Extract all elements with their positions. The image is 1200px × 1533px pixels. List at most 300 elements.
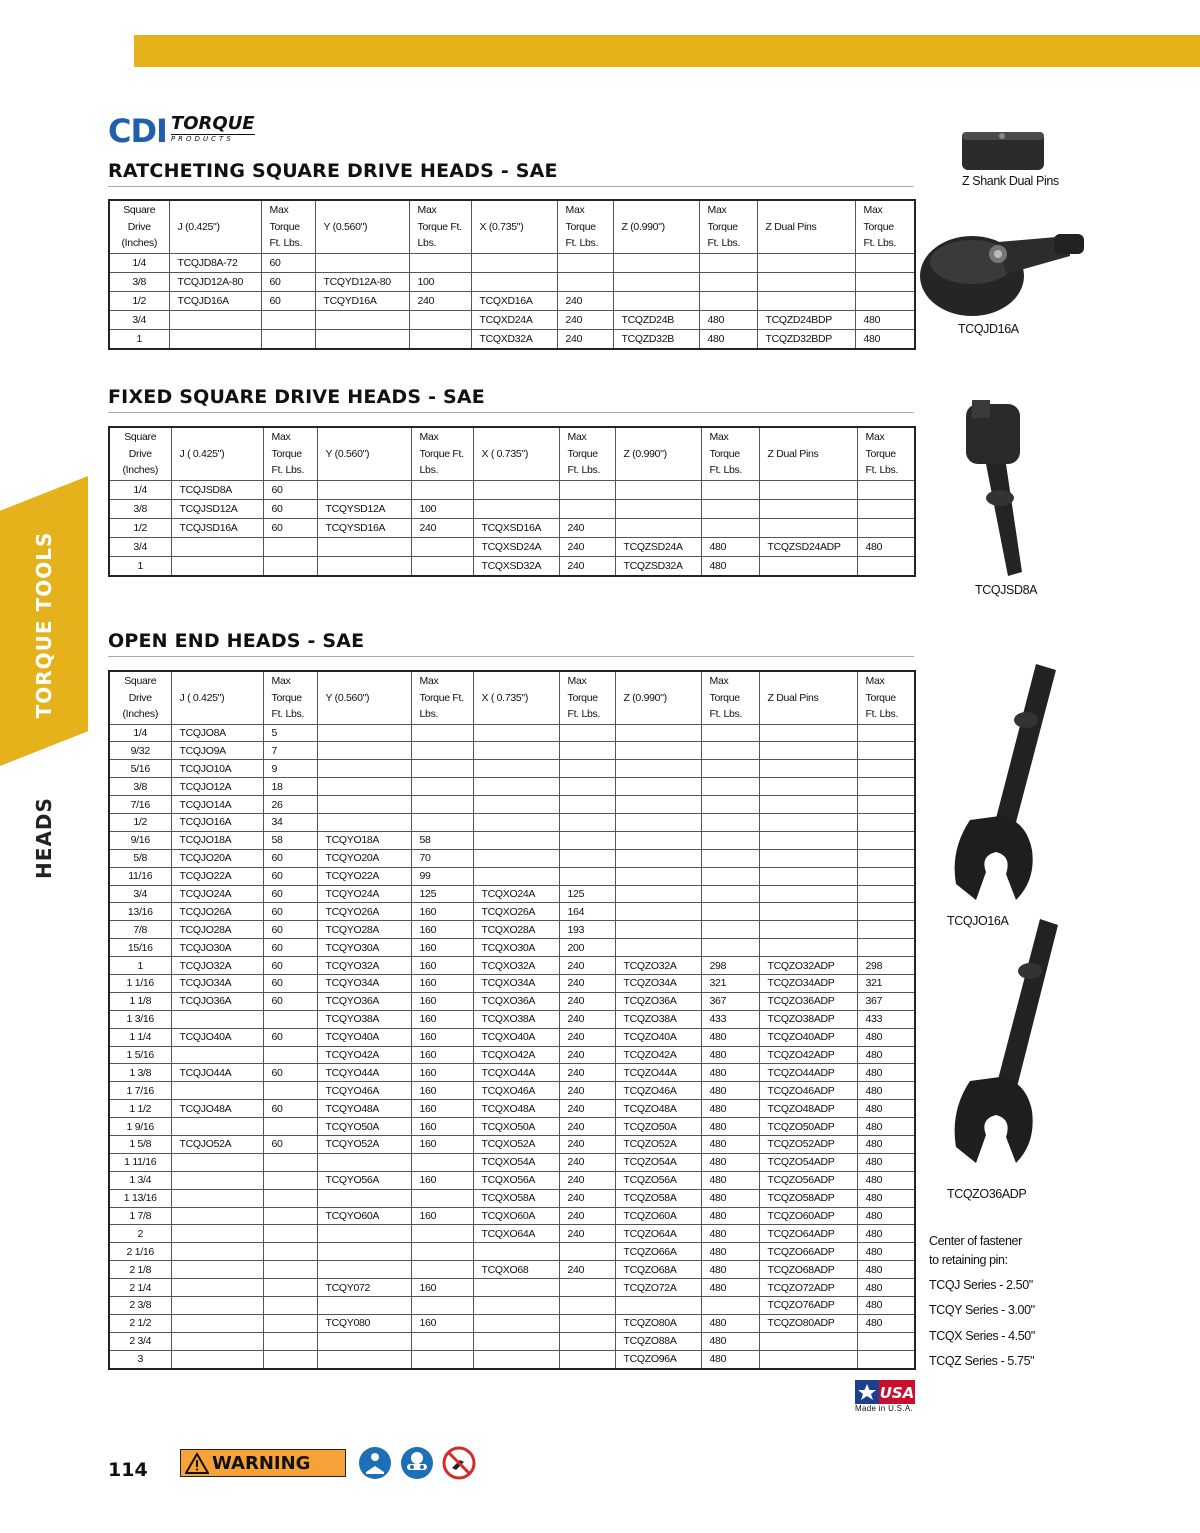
table-cell: TCQYSD12A xyxy=(317,499,411,518)
drive-size-cell: 2 1/4 xyxy=(109,1279,171,1297)
column-header-line: Torque xyxy=(567,447,598,460)
table-cell: TCQZO32ADP xyxy=(759,957,857,975)
table-cell: TCQJO9A xyxy=(171,742,263,760)
table-cell xyxy=(613,272,699,291)
table-cell: 480 xyxy=(701,1332,759,1350)
table-row xyxy=(109,499,915,518)
table-cell: TCQXD32A xyxy=(471,329,557,349)
table-cell xyxy=(613,253,699,272)
column-header-line: Torque xyxy=(567,691,598,704)
drive-size-cell: 3/8 xyxy=(109,272,169,291)
table-cell xyxy=(857,796,915,814)
column-header xyxy=(261,200,315,253)
table-cell: TCQZO88A xyxy=(615,1332,701,1350)
table-cell xyxy=(263,1082,317,1100)
table-cell: 480 xyxy=(701,1350,759,1368)
table-cell xyxy=(315,253,409,272)
table-cell xyxy=(473,724,559,742)
table-cell: 240 xyxy=(557,310,613,329)
table-cell: TCQZO44A xyxy=(615,1064,701,1082)
table-cell: TCQXO32A xyxy=(473,957,559,975)
table-cell xyxy=(263,1118,317,1136)
table-cell xyxy=(171,1332,263,1350)
table-cell: TCQYO56A xyxy=(317,1171,411,1189)
table-cell xyxy=(473,1332,559,1350)
table-cell: 60 xyxy=(263,974,317,992)
table-cell: TCQZD32B xyxy=(613,329,699,349)
table-cell: 60 xyxy=(263,957,317,975)
table-cell xyxy=(411,1189,473,1207)
table-cell xyxy=(263,1207,317,1225)
table-cell xyxy=(759,903,857,921)
table-cell xyxy=(411,724,473,742)
column-header-line: Max xyxy=(565,204,585,216)
column-header-line: (Inches) xyxy=(122,464,159,476)
table-row xyxy=(109,813,915,831)
table-cell: TCQXO30A xyxy=(473,939,559,957)
drive-size-cell: 2 1/2 xyxy=(109,1314,171,1332)
table-row xyxy=(109,1189,915,1207)
table-cell: TCQXO56A xyxy=(473,1171,559,1189)
drive-size-cell: 3 xyxy=(109,1350,171,1368)
note-series-x: TCQX Series - 4.50" xyxy=(929,1329,1035,1343)
table-cell: 60 xyxy=(263,992,317,1010)
table-cell: TCQXSD24A xyxy=(473,537,559,556)
table-cell: 480 xyxy=(855,310,915,329)
table-cell: TCQZO56ADP xyxy=(759,1171,857,1189)
table-cell: TCQXO60A xyxy=(473,1207,559,1225)
column-header-line: Ft. Lbs. xyxy=(567,708,601,720)
drive-size-cell: 2 3/4 xyxy=(109,1332,171,1350)
table-row xyxy=(109,957,915,975)
table-cell xyxy=(171,1153,263,1171)
table-cell xyxy=(857,867,915,885)
read-manual-icon xyxy=(358,1446,392,1480)
table-cell: TCQZO60ADP xyxy=(759,1207,857,1225)
table-cell: TCQZO52ADP xyxy=(759,1135,857,1153)
table-cell: 480 xyxy=(857,1171,915,1189)
table-cell: 480 xyxy=(701,1189,759,1207)
table-cell: TCQXD16A xyxy=(471,291,557,310)
column-header-line: Max xyxy=(417,204,437,216)
table-cell: TCQJO20A xyxy=(171,849,263,867)
table-cell: 480 xyxy=(857,1297,915,1315)
table-cell: TCQZO34ADP xyxy=(759,974,857,992)
warning-triangle-icon xyxy=(185,1452,209,1474)
table-cell: TCQXO52A xyxy=(473,1135,559,1153)
table-cell: TCQXO36A xyxy=(473,992,559,1010)
table-cell xyxy=(559,1297,615,1315)
table-cell: TCQXSD16A xyxy=(473,518,559,537)
table-cell xyxy=(473,796,559,814)
table-cell: 240 xyxy=(559,1225,615,1243)
table-cell: TCQJO12A xyxy=(171,778,263,796)
section-title-open-end: OPEN END HEADS - SAE xyxy=(108,630,914,657)
table-cell xyxy=(471,272,557,291)
table-row xyxy=(109,1135,915,1153)
column-header-line: Square xyxy=(124,431,157,443)
column-header-line: (Inches) xyxy=(122,708,159,720)
table-cell: TCQXO58A xyxy=(473,1189,559,1207)
drive-size-cell: 7/8 xyxy=(109,921,171,939)
table-cell: 480 xyxy=(857,537,915,556)
table-cell xyxy=(701,518,759,537)
table-row xyxy=(109,974,915,992)
table-cell xyxy=(759,921,857,939)
table-cell: TCQYO18A xyxy=(317,831,411,849)
table-cell: 480 xyxy=(857,1028,915,1046)
brand-logo xyxy=(108,114,255,148)
no-power-tool-icon xyxy=(442,1446,476,1480)
table-cell: TCQZO96A xyxy=(615,1350,701,1368)
table-cell: 60 xyxy=(263,1100,317,1118)
column-header-line: Ft. Lbs. xyxy=(707,237,741,249)
table-cell xyxy=(411,796,473,814)
table-cell xyxy=(409,329,471,349)
column-header-line: Torque xyxy=(565,220,596,233)
table-cell xyxy=(315,310,409,329)
table-cell: TCQZO38A xyxy=(615,1010,701,1028)
made-in-usa-caption: Made in U.S.A. xyxy=(855,1404,914,1413)
table-cell: TCQXO40A xyxy=(473,1028,559,1046)
table-cell: 5 xyxy=(263,724,317,742)
table-cell: TCQJD16A xyxy=(169,291,261,310)
table-cell xyxy=(411,742,473,760)
table-row xyxy=(109,329,915,349)
table-cell xyxy=(171,1350,263,1368)
note-line-1: Center of fastener xyxy=(929,1234,1022,1248)
table-cell xyxy=(701,499,759,518)
side-tab-label: TORQUE TOOLS xyxy=(32,531,56,719)
table-cell: TCQZO32A xyxy=(615,957,701,975)
table-cell: TCQYO60A xyxy=(317,1207,411,1225)
table-cell: 240 xyxy=(559,1207,615,1225)
drive-size-cell: 1 11/16 xyxy=(109,1153,171,1171)
drive-size-cell: 9/16 xyxy=(109,831,171,849)
column-header xyxy=(699,200,757,253)
table-cell xyxy=(473,831,559,849)
table-cell xyxy=(317,778,411,796)
table-cell: TCQXO26A xyxy=(473,903,559,921)
table-cell: TCQJO34A xyxy=(171,974,263,992)
column-header-line: Ft. Lbs. xyxy=(271,464,305,476)
table-cell: 70 xyxy=(411,849,473,867)
drive-size-cell: 1 1/8 xyxy=(109,992,171,1010)
table-cell: 240 xyxy=(559,1100,615,1118)
table-cell: TCQJSD8A xyxy=(171,480,263,499)
table-cell: TCQYO32A xyxy=(317,957,411,975)
table-cell: 160 xyxy=(411,992,473,1010)
drive-size-cell: 1 5/16 xyxy=(109,1046,171,1064)
table-cell xyxy=(263,537,317,556)
table-row xyxy=(109,518,915,537)
column-header xyxy=(411,671,473,724)
column-header: Z Dual Pins xyxy=(757,200,855,253)
table-cell xyxy=(263,1243,317,1261)
column-header-line: Ft. Lbs. xyxy=(271,708,305,720)
z-shank-dual-pins-image xyxy=(958,128,1052,174)
table-cell xyxy=(701,939,759,957)
table-cell: TCQYO46A xyxy=(317,1082,411,1100)
table-cell xyxy=(473,760,559,778)
table-cell: 480 xyxy=(701,1082,759,1100)
table-row xyxy=(109,778,915,796)
table-cell: 240 xyxy=(559,1082,615,1100)
drive-size-cell: 11/16 xyxy=(109,867,171,885)
table-cell xyxy=(615,813,701,831)
table-cell: 240 xyxy=(559,1028,615,1046)
table-cell xyxy=(857,921,915,939)
table-cell xyxy=(857,813,915,831)
table-cell: 160 xyxy=(411,1064,473,1082)
table-row xyxy=(109,253,915,272)
drive-size-cell: 1 3/16 xyxy=(109,1010,171,1028)
table-cell: TCQZO46ADP xyxy=(759,1082,857,1100)
table-cell: 480 xyxy=(857,1135,915,1153)
drive-size-cell: 2 1/16 xyxy=(109,1243,171,1261)
table-cell: TCQXO68 xyxy=(473,1261,559,1279)
table-row xyxy=(109,1100,915,1118)
table-cell: TCQZD32BDP xyxy=(757,329,855,349)
table-cell xyxy=(559,1332,615,1350)
column-header-line: Max xyxy=(567,675,587,687)
table-cell xyxy=(317,813,411,831)
table-cell: 480 xyxy=(857,1118,915,1136)
table-cell: 160 xyxy=(411,1046,473,1064)
table-cell: 125 xyxy=(411,885,473,903)
table-cell xyxy=(857,778,915,796)
fixed-head-image xyxy=(960,398,1040,580)
table-cell: 100 xyxy=(409,272,471,291)
table-cell: 60 xyxy=(263,885,317,903)
table-cell: TCQXO34A xyxy=(473,974,559,992)
table-cell xyxy=(315,329,409,349)
column-header xyxy=(857,427,915,480)
table-cell xyxy=(559,831,615,849)
table-cell: 480 xyxy=(701,1171,759,1189)
table-cell xyxy=(317,742,411,760)
table-cell: TCQZO66ADP xyxy=(759,1243,857,1261)
table-cell: TCQY080 xyxy=(317,1314,411,1332)
table-cell: 60 xyxy=(263,939,317,957)
table-cell xyxy=(857,499,915,518)
table-cell xyxy=(857,724,915,742)
table-cell xyxy=(757,253,855,272)
table-row xyxy=(109,1064,915,1082)
drive-size-cell: 1 7/16 xyxy=(109,1082,171,1100)
table-cell xyxy=(701,1297,759,1315)
table-cell: TCQJO14A xyxy=(171,796,263,814)
table-cell: 480 xyxy=(857,1100,915,1118)
drive-size-cell: 1 1/2 xyxy=(109,1100,171,1118)
column-header-line: Torque Ft. xyxy=(419,691,464,704)
usa-logo-text: USA xyxy=(879,1384,915,1402)
table-cell xyxy=(615,831,701,849)
table-row xyxy=(109,1243,915,1261)
table-cell: TCQJO18A xyxy=(171,831,263,849)
table-cell: TCQXO46A xyxy=(473,1082,559,1100)
table-cell xyxy=(559,499,615,518)
table-row xyxy=(109,1082,915,1100)
table-cell: 433 xyxy=(857,1010,915,1028)
table-cell: TCQYO50A xyxy=(317,1118,411,1136)
table-cell: 160 xyxy=(411,921,473,939)
table-row xyxy=(109,760,915,778)
table-cell xyxy=(759,480,857,499)
table-cell xyxy=(559,1243,615,1261)
table-cell xyxy=(757,272,855,291)
table-cell: TCQYO44A xyxy=(317,1064,411,1082)
table-cell: TCQZSD32A xyxy=(615,556,701,576)
table-cell xyxy=(759,867,857,885)
table-cell: TCQYO52A xyxy=(317,1135,411,1153)
table-row xyxy=(109,1171,915,1189)
column-header: J (0.425") xyxy=(169,200,261,253)
caption-z-shank: Z Shank Dual Pins xyxy=(962,174,1059,188)
table-cell xyxy=(171,556,263,576)
table-cell: 60 xyxy=(261,272,315,291)
table-cell xyxy=(317,760,411,778)
table-cell: 480 xyxy=(857,1189,915,1207)
table-row xyxy=(109,1297,915,1315)
table-cell xyxy=(263,1332,317,1350)
section-title-ratcheting: RATCHETING SQUARE DRIVE HEADS - SAE xyxy=(108,160,914,187)
table-cell xyxy=(857,831,915,849)
table-cell: 480 xyxy=(701,1243,759,1261)
table-cell: 240 xyxy=(559,1135,615,1153)
table-cell: TCQZO56A xyxy=(615,1171,701,1189)
table-cell xyxy=(171,1279,263,1297)
table-cell: TCQZO64ADP xyxy=(759,1225,857,1243)
table-cell xyxy=(855,272,915,291)
page-number: 114 xyxy=(108,1459,148,1481)
table-cell xyxy=(317,1189,411,1207)
table-cell: TCQJSD12A xyxy=(171,499,263,518)
table-cell xyxy=(263,1297,317,1315)
table-cell xyxy=(559,813,615,831)
column-header-line: Ft. Lbs. xyxy=(709,708,743,720)
column-header-line: Torque xyxy=(863,220,894,233)
column-header: Z Dual Pins xyxy=(759,427,857,480)
column-header xyxy=(409,200,471,253)
table-cell xyxy=(473,813,559,831)
table-cell: 60 xyxy=(263,921,317,939)
table-cell xyxy=(171,1189,263,1207)
drive-size-cell: 1 xyxy=(109,329,169,349)
drive-size-cell: 1 9/16 xyxy=(109,1118,171,1136)
table-header-row xyxy=(109,671,915,724)
logo-torque: TORQUE xyxy=(170,113,255,134)
table-cell xyxy=(557,253,613,272)
table-cell: 321 xyxy=(857,974,915,992)
table-cell: 298 xyxy=(701,957,759,975)
table-cell: TCQJO36A xyxy=(171,992,263,1010)
column-header xyxy=(557,200,613,253)
table-cell xyxy=(317,1153,411,1171)
table-cell: 60 xyxy=(263,1064,317,1082)
table-cell xyxy=(263,1189,317,1207)
table-cell: 240 xyxy=(409,291,471,310)
table-cell xyxy=(411,1332,473,1350)
drive-size-cell: 1/2 xyxy=(109,813,171,831)
table-cell: TCQZO72A xyxy=(615,1279,701,1297)
table-cell: TCQXO54A xyxy=(473,1153,559,1171)
column-header-line: Torque xyxy=(707,220,738,233)
table-cell xyxy=(263,1153,317,1171)
column-header xyxy=(263,671,317,724)
table-cell: TCQJO26A xyxy=(171,903,263,921)
table-row xyxy=(109,1046,915,1064)
table-row xyxy=(109,310,915,329)
table-cell: TCQYO48A xyxy=(317,1100,411,1118)
open-end-table xyxy=(108,670,916,1370)
table-cell: TCQZO60A xyxy=(615,1207,701,1225)
table-cell: 200 xyxy=(559,939,615,957)
table-cell: 480 xyxy=(701,1225,759,1243)
table-cell xyxy=(411,480,473,499)
column-header-line: Max xyxy=(419,675,439,687)
table-cell: 240 xyxy=(559,1010,615,1028)
table-row xyxy=(109,1153,915,1171)
column-header-line: Square xyxy=(123,204,156,216)
table-cell xyxy=(169,329,261,349)
table-cell xyxy=(317,1332,411,1350)
table-cell: 240 xyxy=(559,957,615,975)
table-cell xyxy=(171,1314,263,1332)
column-header xyxy=(109,200,169,253)
table-cell xyxy=(615,724,701,742)
table-cell xyxy=(171,1082,263,1100)
drive-size-cell: 1/2 xyxy=(109,518,171,537)
table-cell: TCQJO30A xyxy=(171,939,263,957)
table-cell xyxy=(559,742,615,760)
column-header-line: Lbs. xyxy=(419,464,439,476)
table-cell: TCQYSD16A xyxy=(317,518,411,537)
table-cell: 480 xyxy=(857,1046,915,1064)
table-cell: 240 xyxy=(559,1189,615,1207)
column-header: X ( 0.735") xyxy=(473,671,559,724)
table-cell: 160 xyxy=(411,1207,473,1225)
column-header-line: Torque xyxy=(709,447,740,460)
table-cell xyxy=(171,537,263,556)
table-cell: 480 xyxy=(701,1100,759,1118)
drive-size-cell: 1/2 xyxy=(109,291,169,310)
table-row xyxy=(109,1332,915,1350)
table-cell: 160 xyxy=(411,1010,473,1028)
table-cell: 480 xyxy=(857,1064,915,1082)
column-header-line: Torque xyxy=(865,447,896,460)
table-cell xyxy=(701,831,759,849)
table-cell xyxy=(317,1297,411,1315)
table-cell xyxy=(409,310,471,329)
table-row xyxy=(109,291,915,310)
drive-size-cell: 5/8 xyxy=(109,849,171,867)
table-cell xyxy=(263,1010,317,1028)
table-cell: TCQZO36A xyxy=(615,992,701,1010)
table-cell: 160 xyxy=(411,1028,473,1046)
table-cell: 240 xyxy=(559,1118,615,1136)
table-cell xyxy=(701,796,759,814)
note-series-y: TCQY Series - 3.00" xyxy=(929,1303,1035,1317)
logo-products: PRODUCTS xyxy=(171,134,255,143)
column-header-line: Max xyxy=(419,431,439,443)
table-row xyxy=(109,796,915,814)
table-cell: 480 xyxy=(699,329,757,349)
table-cell xyxy=(701,903,759,921)
table-cell: TCQJO22A xyxy=(171,867,263,885)
table-cell xyxy=(263,1225,317,1243)
table-cell xyxy=(411,1350,473,1368)
